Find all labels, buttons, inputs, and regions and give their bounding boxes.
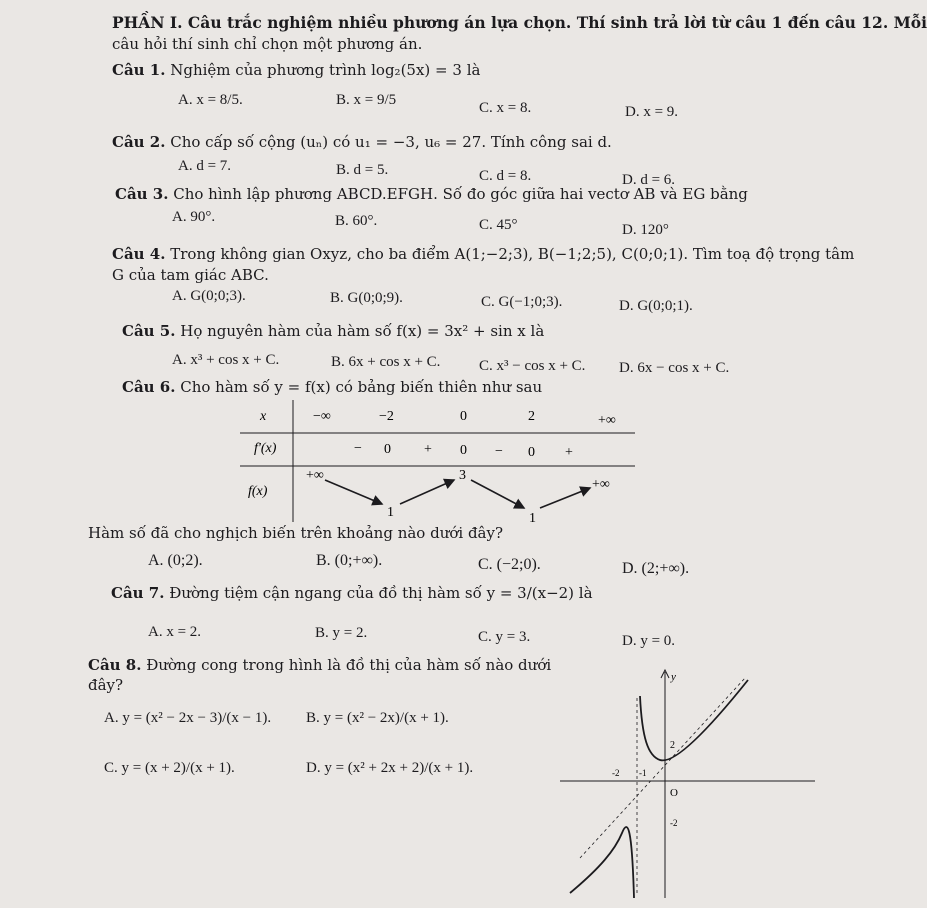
question-1 <box>112 61 480 79</box>
graph-label-neg2-y: -2 <box>670 818 678 828</box>
f-value: +∞ <box>592 477 610 492</box>
question-text: Cho hàm số y = f(x) có bảng biến thiên như sau <box>180 378 543 396</box>
question-4-cont: G của tam giác ABC. <box>112 266 269 284</box>
row-label-f: f(x) <box>248 484 268 499</box>
option-5d: D. 6x − cos x + C. <box>619 360 730 376</box>
arrow-decrease <box>471 480 524 508</box>
question-6-ask: Hàm số đã cho nghịch biến trên khoảng nào dưới đây? <box>88 524 504 542</box>
option-5a: A. x³ + cos x + C. <box>172 352 280 368</box>
option-5b: B. 6x + cos x + C. <box>331 354 441 370</box>
option-4b: B. G(0;0;9). <box>330 290 403 306</box>
question-text: Họ nguyên hàm của hàm số f(x) = 3x² + sin x là <box>180 322 545 340</box>
question-label: Câu 8. <box>88 656 142 674</box>
question-label: Câu 1. <box>112 61 166 79</box>
option-6a: A. (0;2). <box>148 552 203 569</box>
option-2c: C. d = 8. <box>479 168 532 184</box>
graph-label-neg2: -2 <box>612 768 620 778</box>
option-8d: D. y = (x² + 2x + 2)/(x + 1). <box>306 760 474 776</box>
option-4d: D. G(0;0;1). <box>619 298 693 314</box>
option-7d: D. y = 0. <box>622 633 676 649</box>
question-label: Câu 6. <box>122 378 176 396</box>
arrow-increase <box>540 488 590 508</box>
question-6 <box>122 378 542 396</box>
x-value: −∞ <box>313 409 331 424</box>
variation-table <box>240 400 640 525</box>
f-value: 1 <box>387 505 394 520</box>
sign: − <box>495 444 503 459</box>
sign: + <box>424 442 432 457</box>
function-graph <box>560 668 820 903</box>
question-label: Câu 2. <box>112 133 166 151</box>
option-7c: C. y = 3. <box>478 629 531 645</box>
arrow-decrease <box>325 480 382 504</box>
option-8a: A. y = (x² − 2x − 3)/(x − 1). <box>104 710 272 726</box>
option-8b: B. y = (x² − 2x)/(x + 1). <box>306 710 449 726</box>
x-value: 0 <box>460 409 467 424</box>
row-label-fprime: f'(x) <box>254 441 277 456</box>
question-label: Câu 7. <box>111 584 165 602</box>
option-5c: C. x³ − cos x + C. <box>479 358 586 374</box>
option-7b: B. y = 2. <box>315 625 368 641</box>
graph-label-2: 2 <box>670 740 675 751</box>
sign: − <box>354 441 362 456</box>
option-2d: D. d = 6. <box>622 172 676 188</box>
question-4 <box>112 245 854 263</box>
option-4c: C. G(−1;0;3). <box>481 294 563 310</box>
option-3b: B. 60°. <box>335 213 378 229</box>
option-1c: C. x = 8. <box>479 100 532 116</box>
section-title: PHẦN I. Câu trắc nghiệm nhiều phương án lựa chọn. Thí sinh trả lời từ câu 1 đến câu 12. Mỗi <box>112 13 927 32</box>
question-text: Cho cấp số cộng (uₙ) có u₁ = −3, u₆ = 27. Tính công sai d. <box>170 133 612 151</box>
question-text: Cho hình lập phương ABCD.EFGH. Số đo góc giữa hai vectơ AB và EG bằng <box>173 185 748 203</box>
option-8c: C. y = (x + 2)/(x + 1). <box>104 760 235 776</box>
option-6c: C. (−2;0). <box>478 556 541 573</box>
question-label: Câu 4. <box>112 245 166 263</box>
question-label: Câu 3. <box>115 185 169 203</box>
question-8 <box>88 656 551 674</box>
question-text: Đường tiệm cận ngang của đồ thị hàm số y = 3/(x−2) là <box>169 584 593 602</box>
row-label-x: x <box>260 409 267 424</box>
sign: 0 <box>528 445 535 460</box>
x-value: 2 <box>528 409 535 424</box>
question-8-cont: đây? <box>88 676 124 694</box>
option-1d: D. x = 9. <box>625 104 679 120</box>
graph-label-y: y <box>671 671 676 683</box>
sign: + <box>565 445 573 460</box>
oblique-asymptote <box>580 678 745 858</box>
arrow-increase <box>400 480 454 504</box>
option-7a: A. x = 2. <box>148 624 202 640</box>
sign: 0 <box>460 443 467 458</box>
f-value: +∞ <box>306 468 324 483</box>
question-5 <box>122 322 544 340</box>
option-6b: B. (0;+∞). <box>316 552 383 569</box>
option-6d: D. (2;+∞). <box>622 560 690 577</box>
question-7 <box>111 584 593 602</box>
option-4a: A. G(0;0;3). <box>172 288 246 304</box>
x-value: −2 <box>379 409 394 424</box>
question-text: Đường cong trong hình là đồ thị của hàm số nào dưới <box>146 656 552 674</box>
f-value: 3 <box>459 468 466 483</box>
option-2a: A. d = 7. <box>178 158 232 174</box>
x-value: +∞ <box>598 413 616 428</box>
option-3d: D. 120° <box>622 222 669 238</box>
question-2 <box>112 133 612 151</box>
option-1b: B. x = 9/5 <box>336 92 397 108</box>
f-value: 1 <box>529 511 536 526</box>
section-subtitle: câu hỏi thí sinh chỉ chọn một phương án. <box>112 35 423 53</box>
sign: 0 <box>384 442 391 457</box>
graph-label-neg1: -1 <box>639 768 647 778</box>
curve-left-branch <box>570 827 634 898</box>
graph-label-origin: O <box>670 787 678 799</box>
question-label: Câu 5. <box>122 322 176 340</box>
question-3 <box>115 185 748 203</box>
option-3a: A. 90°. <box>172 209 216 225</box>
question-text: Trong không gian Oxyz, cho ba điểm A(1;−2;3), B(−1;2;5), C(0;0;1). Tìm toạ độ trọng tâm <box>170 245 855 263</box>
option-1a: A. x = 8/5. <box>178 92 243 108</box>
question-text: Nghiệm của phương trình log₂(5x) = 3 là <box>170 61 481 79</box>
option-2b: B. d = 5. <box>336 162 389 178</box>
option-3c: C. 45° <box>479 217 518 233</box>
